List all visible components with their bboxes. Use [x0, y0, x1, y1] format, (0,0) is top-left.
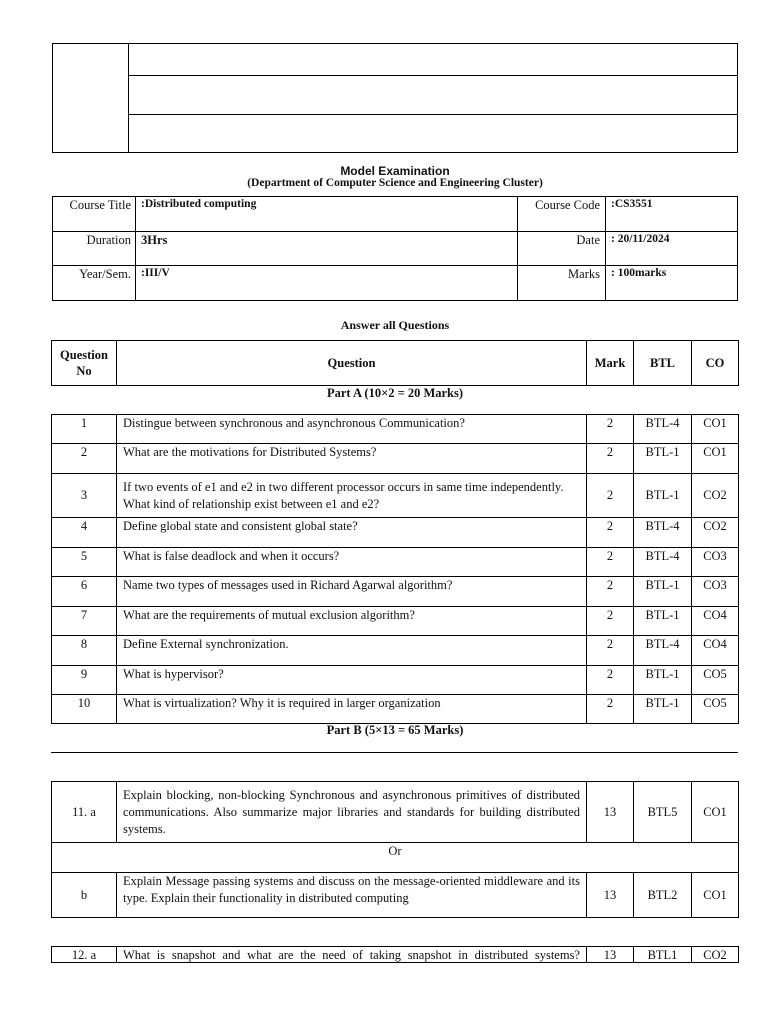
course-title-value: :Distributed computing — [136, 197, 518, 232]
question-co: CO2 — [692, 474, 739, 518]
header-row-3 — [129, 115, 738, 153]
question-btl: BTL-1 — [634, 607, 692, 636]
question-co: CO2 — [692, 518, 739, 548]
question-co: CO1 — [692, 782, 739, 843]
table-row — [52, 843, 739, 873]
question-co: CO3 — [692, 577, 739, 607]
question-btl: BTL-4 — [634, 415, 692, 444]
question-btl: BTL-1 — [634, 695, 692, 724]
table-row — [52, 666, 739, 695]
question-text: What is false deadlock and when it occurs? — [117, 548, 587, 577]
table-row — [52, 415, 739, 444]
question-mark: 13 — [587, 873, 634, 918]
question-co: CO5 — [692, 695, 739, 724]
question-btl: BTL-1 — [634, 474, 692, 518]
divider — [51, 752, 738, 753]
part-a-heading: Part A (10×2 = 20 Marks) — [326, 386, 464, 400]
question-text: What are the requirements of mutual exclusion algorithm? — [117, 607, 587, 636]
question-co: CO4 — [692, 607, 739, 636]
question-text: Distingue between synchronous and asynchronous Communication? — [117, 415, 587, 444]
table-row — [52, 607, 739, 636]
question-mark: 2 — [587, 607, 634, 636]
instructions: Answer all Questions — [340, 318, 450, 332]
duration-label: Duration — [53, 232, 136, 266]
date-value: : 20/11/2024 — [606, 232, 738, 266]
header-row-1 — [129, 44, 738, 76]
question-mark: 2 — [587, 474, 634, 518]
table-row — [52, 695, 739, 724]
question-number: 8 — [52, 636, 117, 666]
question-number: 12. a — [52, 947, 117, 963]
question-co: CO1 — [692, 873, 739, 918]
table-row — [52, 444, 739, 474]
question-text: Explain Message passing systems and discuss on the message-oriented middleware and its type. Explain their functionality in distributed computing — [117, 873, 587, 918]
question-btl: BTL-1 — [634, 666, 692, 695]
question-mark: 2 — [587, 666, 634, 695]
question-mark: 2 — [587, 548, 634, 577]
yearsem-label: Year/Sem. — [53, 266, 136, 301]
question-text: What is virtualization? Why it is required in larger organization — [117, 695, 587, 724]
table-row — [52, 947, 739, 963]
course-code-value: :CS3551 — [606, 197, 738, 232]
col-header-mark: Mark — [587, 341, 634, 386]
question-btl: BTL2 — [634, 873, 692, 918]
marks-label: Marks — [518, 266, 606, 301]
marks-value: : 100marks — [606, 266, 738, 301]
or-separator: Or — [52, 843, 739, 873]
question-co: CO1 — [692, 444, 739, 474]
table-row — [52, 782, 739, 843]
course-code-label: Course Code — [518, 197, 606, 232]
duration-value: 3Hrs — [136, 232, 518, 266]
table-row — [52, 873, 739, 918]
question-mark: 13 — [587, 947, 634, 963]
col-header-question: Question — [117, 341, 587, 386]
header-row-2 — [129, 76, 738, 115]
table-row — [52, 548, 739, 577]
table-row — [52, 577, 739, 607]
question-number: 11. a — [52, 782, 117, 843]
question-btl: BTL-4 — [634, 548, 692, 577]
question-text: What is hypervisor? — [117, 666, 587, 695]
question-btl: BTL1 — [634, 947, 692, 963]
question-number: 2 — [52, 444, 117, 474]
question-text: Explain blocking, non-blocking Synchronous and asynchronous primitives of distributed communications. Also summarize major libraries and standards for building distributed systems. — [117, 782, 587, 843]
col-header-btl: BTL — [634, 341, 692, 386]
question-btl: BTL-1 — [634, 444, 692, 474]
question-co: CO2 — [692, 947, 739, 963]
question-number: 5 — [52, 548, 117, 577]
col-header-co: CO — [692, 341, 739, 386]
question-mark: 2 — [587, 444, 634, 474]
logo-cell — [53, 44, 129, 153]
question-text: Name two types of messages used in Richard Agarwal algorithm? — [117, 577, 587, 607]
institution-header-box — [52, 43, 738, 153]
question-11-table — [51, 781, 739, 918]
question-mark: 2 — [587, 518, 634, 548]
col-header-qno: Question No — [52, 341, 117, 386]
part-b-heading: Part B (5×13 = 65 Marks) — [326, 723, 464, 737]
question-text: What are the motivations for Distributed Systems? — [117, 444, 587, 474]
question-text: If two events of e1 and e2 in two different processor occurs in same time independently. What kind of relationship exist between e1 and e2? — [117, 474, 587, 518]
question-co: CO1 — [692, 415, 739, 444]
question-btl: BTL5 — [634, 782, 692, 843]
question-number: 3 — [52, 474, 117, 518]
date-label: Date — [518, 232, 606, 266]
question-mark: 2 — [587, 577, 634, 607]
question-number: b — [52, 873, 117, 918]
course-info-table — [52, 196, 738, 301]
yearsem-value: :III/V — [136, 266, 518, 301]
exam-title: Model Examination — [340, 164, 450, 178]
question-co: CO3 — [692, 548, 739, 577]
course-title-label: Course Title — [53, 197, 136, 232]
question-number: 1 — [52, 415, 117, 444]
question-number: 7 — [52, 607, 117, 636]
question-co: CO4 — [692, 636, 739, 666]
question-btl: BTL-4 — [634, 518, 692, 548]
question-mark: 2 — [587, 695, 634, 724]
table-row — [52, 518, 739, 548]
question-mark: 2 — [587, 415, 634, 444]
question-number: 10 — [52, 695, 117, 724]
table-row — [52, 636, 739, 666]
question-12-table — [51, 946, 739, 963]
question-number: 4 — [52, 518, 117, 548]
question-text: Define global state and consistent global state? — [117, 518, 587, 548]
question-number: 9 — [52, 666, 117, 695]
question-text: Define External synchronization. — [117, 636, 587, 666]
question-number: 6 — [52, 577, 117, 607]
question-text: What is snapshot and what are the need of taking snapshot in distributed systems? — [117, 947, 587, 963]
exam-subtitle: (Department of Computer Science and Engineering Cluster) — [247, 177, 543, 189]
question-btl: BTL-1 — [634, 577, 692, 607]
question-column-header — [51, 340, 739, 386]
question-mark: 13 — [587, 782, 634, 843]
part-a-table — [51, 414, 739, 724]
table-row — [52, 474, 739, 518]
question-co: CO5 — [692, 666, 739, 695]
question-mark: 2 — [587, 636, 634, 666]
question-btl: BTL-4 — [634, 636, 692, 666]
